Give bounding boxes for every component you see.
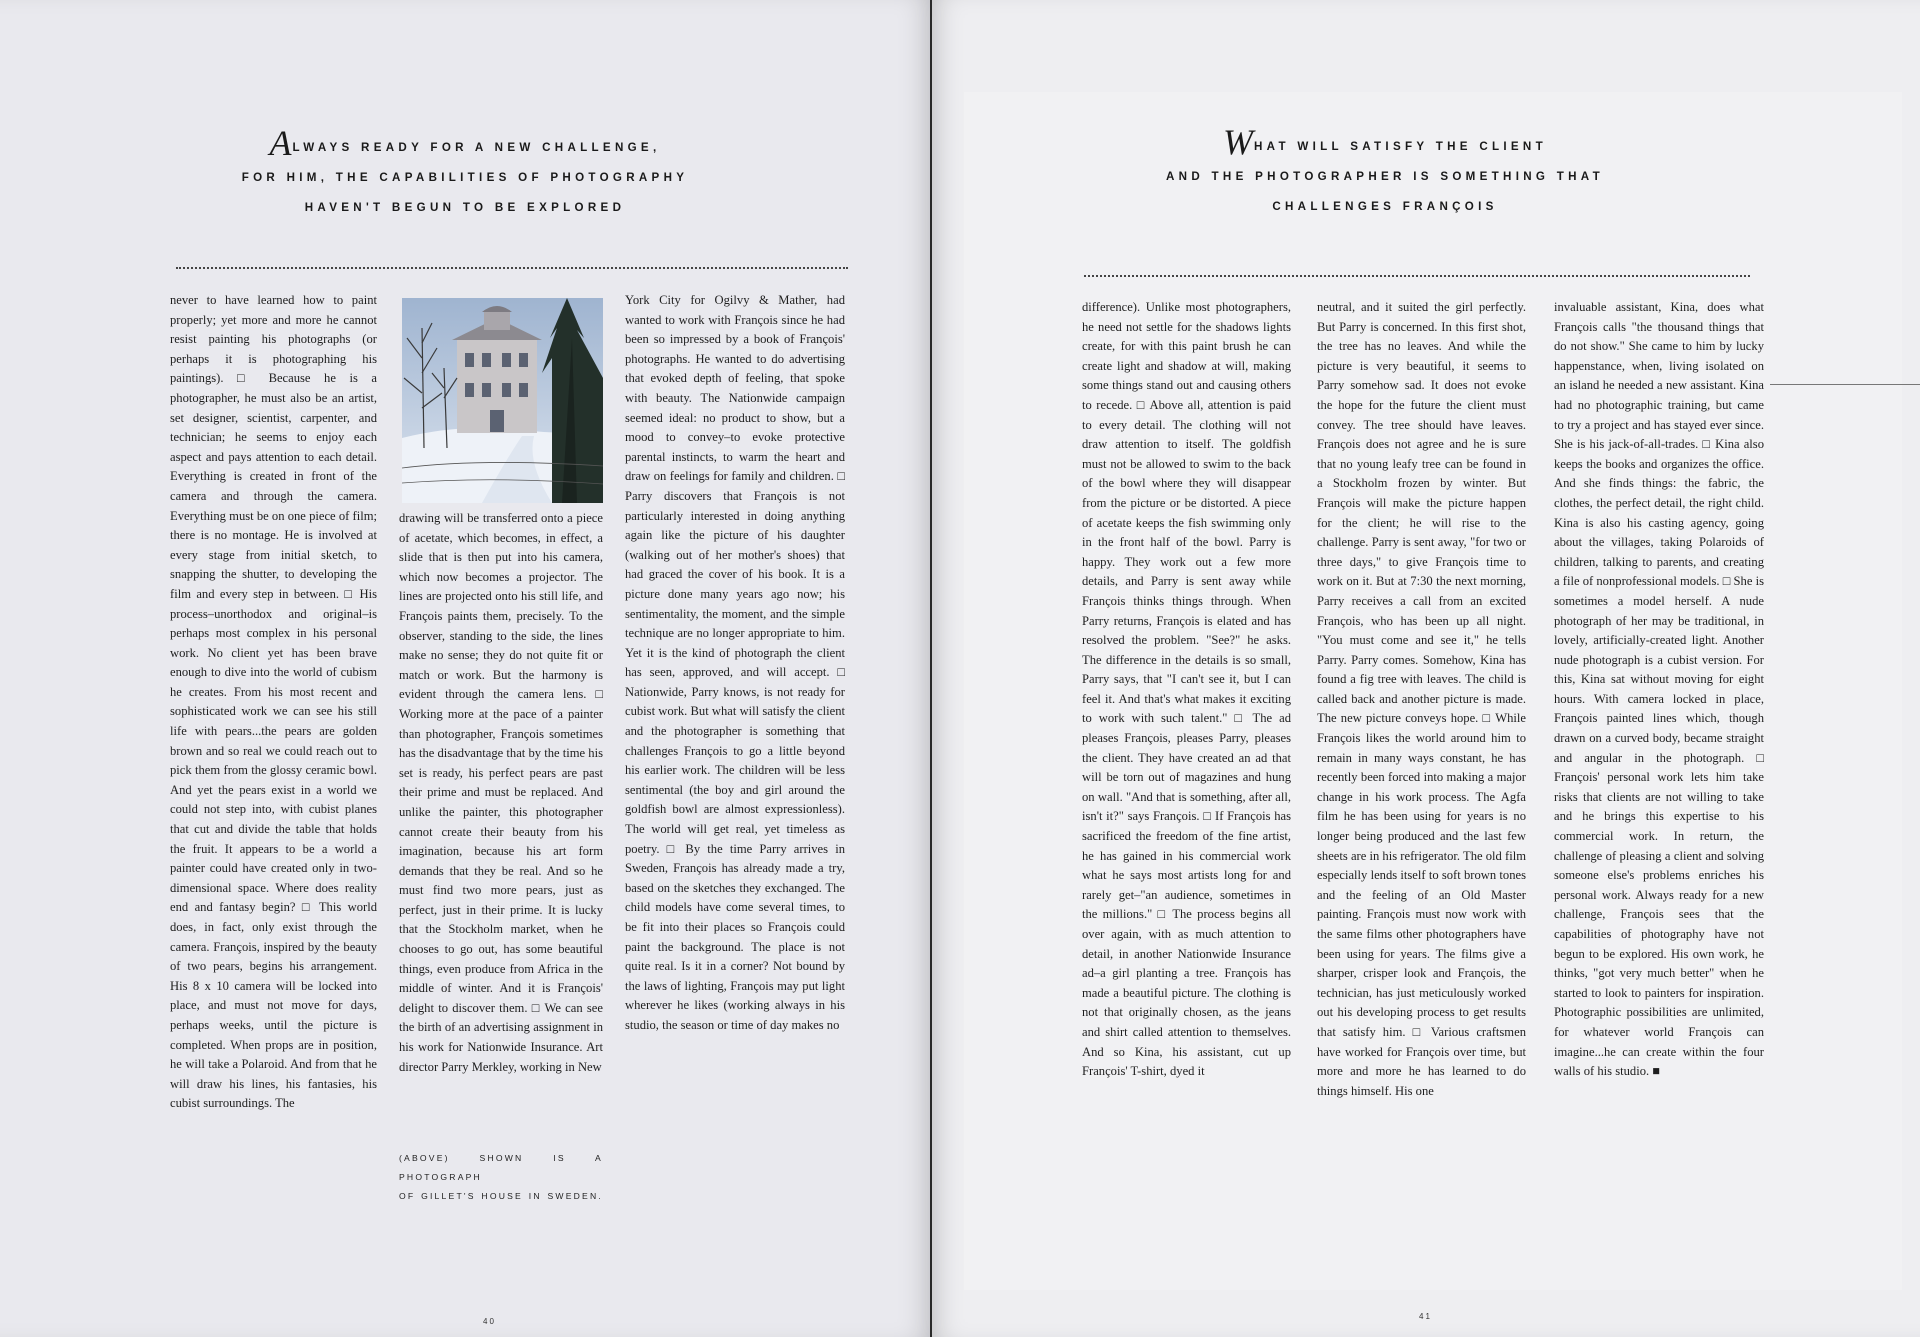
right-heading-initial: W [1222, 122, 1253, 162]
right-column-3: invaluable assistant, Kina, does what François calls "the thousand things that do not show." She came to him by lucky happenstance, when, living isolated on an island he needed a new assistant. Kina had no photographic training, but came to try a project and has stayed ever since. She is his jack-of-all-trades. □ Kina also keeps the books and organizes the office. And she finds things: the fabric, the clothes, the perfect detail, the right child. Kina is also his casting agency, going about the villages, taking Polaroids of children, talking to parents, and creating a file of nonprofessional models. □ She is sometimes a model herself. A nude photograph of her may be traditional, in lovely, artificially-created light. Another nude photograph is a cubist version. For this, Kina sat without moving for eight hours. With camera locked in place, François painted lines which, though drawn on a curved body, became straight and angular in the photograph. □ François' personal work lets him take risks that clients are not willing to take and he brings this expertise to his commercial work. In return, the challenge of pleasing a client and solving someone else's problems enriches his personal work. Always ready for a new challenge, François sees that the capabilities of photography have not begun to be explored. His own work, he thinks, "got very much better" when he started to look to painters for inspiration. Photographic possibilities are unlimited, for whatever world François can imagine...he can create within the four walls of his studio. ■ [1554, 300, 1764, 1079]
left-heading-line-3: HAVEN'T BEGUN TO BE EXPLORED [304, 201, 626, 214]
left-heading-line-2: FOR HIM, THE CAPABILITIES OF PHOTOGRAPHY [241, 171, 689, 184]
page-number-right: 41 [1419, 1312, 1432, 1321]
house-photo [402, 298, 603, 503]
right-heading-line-2: AND THE PHOTOGRAPHER IS SOMETHING THAT [1165, 170, 1604, 183]
caption-line-1: (ABOVE) SHOWN IS A PHOTOGRAPH [399, 1153, 603, 1182]
left-page [0, 0, 930, 1337]
left-heading-line-1 [100, 123, 830, 163]
right-heading-line-1 [1000, 122, 1770, 162]
left-dotted-rule [176, 267, 848, 269]
right-heading-line-3: CHALLENGES FRANÇOIS [1272, 200, 1498, 213]
left-page-heading [100, 123, 830, 223]
page-number-left: 40 [483, 1317, 496, 1326]
right-page-heading [1000, 122, 1770, 222]
right-column-1: difference). Unlike most photographers, he need not settle for the shadows lights create, for with this paint brush he can create light and shadow at will, making some things stand out and causing others to recede. □ Above all, attention is paid to every detail. The clothing will not draw attention to itself. The goldfish must not be allowed to swim to the back of the bowl where they will disappear from the picture or be distorted. A piece of acetate keeps the fish swimming only in the front half of the bowl. Parry is happy. They work out a few more details, and Parry is sent away while François thinks things through. When Parry returns, François is elated and has resolved the problem. "See?" he asks. The difference in the details is so small, Parry says, that "I can't see it, but I can feel it. And that's what makes it exciting to work with such talent." □ The ad pleases François, pleases Parry, pleases the client. They have created an ad that will be torn out of magazines and hung on wall. "And that is something, after all, isn't it?" says François. □ If François has sacrificed the freedom of the fine artist, he has gained in his commercial work what he says most artists long for and rarely get–"an audience, sometimes in the millions." □ The process begins all over again, with as much attention to detail, in another Nationwide Insurance ad–a girl planting a tree. François has made a beautiful picture. The clothing is not that originally chosen, as the jeans and shirt called attention to themselves. And so Kina, his assistant, cut up François' T-shirt, dyed it [1082, 300, 1291, 1079]
left-column-1: never to have learned how to paint properly; yet more and more he cannot resist painting his photographs (or perhaps it is photographing his paintings). □ Because he is a photographer, he must also be an artist, set designer, scientist, carpenter, and technician; he seems to enjoy each aspect and pays attention to each detail. Everything is created in front of the camera and through the camera. Everything must be on one piece of film; there is no montage. He is involved at every stage from initial sketch, to snapping the shutter, to developing the film and every step in between. □ His process–unorthodox and original–is perhaps most complex in his personal work. No client yet has been brave enough to dive into the world of cubism he creates. From his most recent and sophisticated work we can see his still life with pears...the pears are golden brown and so real we could reach out to pick them from the glossy ceramic bowl. And yet the pears exist in a world we could not step into, with cubist planes that cut and divide the table that holds the fruit. It appears to be a world a painter could have created only in two-dimensional space. Where does reality end and fantasy begin? □ This world does, in fact, only exist through the camera. François, inspired by the beauty of two pears, begins his arrangement. His 8 x 10 camera will be locked into place, and must not move for days, perhaps weeks, until the picture is completed. When props are in position, he will take a Polaroid. And from that he will draw his lines, his fantasies, his cubist surroundings. The [170, 293, 377, 1111]
right-dotted-rule [1084, 275, 1750, 277]
left-column-2: drawing will be transferred onto a piece of acetate, which becomes, in effect, a slide that is then put into his camera, which now becomes a projector. The lines are projected onto his still life, and François paints them, precisely. To the observer, standing to the side, the lines make no sense; they do not quite fit or match or work. But the harmony is evident through the camera lens. □ Working more at the pace of a painter than photographer, François sometimes has the disadvantage that by the time his set is ready, his perfect pears are past their prime and must be replaced. And unlike the painter, this photographer cannot create their beauty from his imagination, because his art form demands that they be real. And so he must find two more pears, just as perfect, just in their prime. It is lucky that the Stockholm market, when he chooses to go out, has some beautiful things, even produce from Africa in the middle of winter. And it is François' delight to discover them. □ We can see the birth of an advertising assignment in his work for Nationwide Insurance. Art director Parry Merkley, working in New [399, 511, 603, 1074]
caption-line-2: OF GILLET'S HOUSE IN SWEDEN. [399, 1191, 603, 1201]
photo-caption [399, 1149, 603, 1206]
left-heading-line-1-text: LWAYS READY FOR A NEW CHALLENGE, [292, 141, 661, 154]
left-column-3: York City for Ogilvy & Mather, had wanted to work with François since he had been so impressed by a book of François' photographs. He wanted to do advertising that evoked depth of feeling, that spoke with beauty. The Nationwide campaign seemed ideal: no product to show, but a mood to convey–to evoke protective parental instincts, to warm the heart and draw on feelings for family and children. □ Parry discovers that François is not particularly interested in doing anything again like the picture of his daughter (walking out of her mother's shoes) that had graced the cover of his book. It is a picture done many years ago now; his sentimentality, the moment, and the simple technique are no longer appropriate to him. Yet it is the kind of photograph the client has seen, approved, and will accept. □ Nationwide, Parry knows, is not ready for cubist work. But what will satisfy the client and the photographer is something that challenges François to go a little beyond his earlier work. The children will be less sentimental (the boy and girl around the goldfish bowl are almost expressionless). The world will get real, yet timeless as poetry. □ By the time Parry arrives in Sweden, François has already made a try, based on the sketches they exchanged. The child models have come several times, to be fit into their places so François could paint the background. The place is not quite real. Is it in a corner? Not bound by the laws of lighting, François may put light wherever he likes (working always in his studio, the season or time of day makes no [625, 293, 845, 1032]
right-column-2: neutral, and it suited the girl perfectly. But Parry is concerned. In this first shot, the tree has no leaves. And while the picture is very beautiful, it seems to Parry somehow sad. It does not evoke the hope for the future the client must convey. The tree should have leaves. François does not agree and he is sure that no young leafy tree can be found in a Stockholm frozen by winter. But François will make the picture happen for the client; he will rise to the challenge. Parry is sent away, "for two or three days," to give François time to work on it. But at 7:30 the next morning, Parry receives a call from an excited François, who has been up all night. "You must come and see it," he tells Parry. Parry comes. Somehow, Kina has found a fig tree with leaves. The child is called back and another picture is made. The new picture conveys hope. □ While François likes the world around him to remain in many ways constant, he has recently been forced into making a major change in his work process. The Agfa film he has been using for years is no longer being produced and the last few sheets are in his refrigerator. The old film especially lends itself to soft brown tones and the feeling of an Old Master painting. François must now work with the same films other photographers have been using for years. The films give a sharper, crisper look and François, the technician, has just meticulously worked out his developing process to get results that satisfy him. □ Various craftsmen have worked for François over time, but more and more he has learned to do things himself. His one [1317, 300, 1526, 1098]
right-page [932, 0, 1920, 1337]
registration-hairline [1770, 384, 1920, 385]
house-in-snow-image [402, 298, 603, 503]
left-heading-initial: A [269, 123, 292, 163]
right-heading-line-1-text: HAT WILL SATISFY THE CLIENT [1253, 140, 1547, 153]
